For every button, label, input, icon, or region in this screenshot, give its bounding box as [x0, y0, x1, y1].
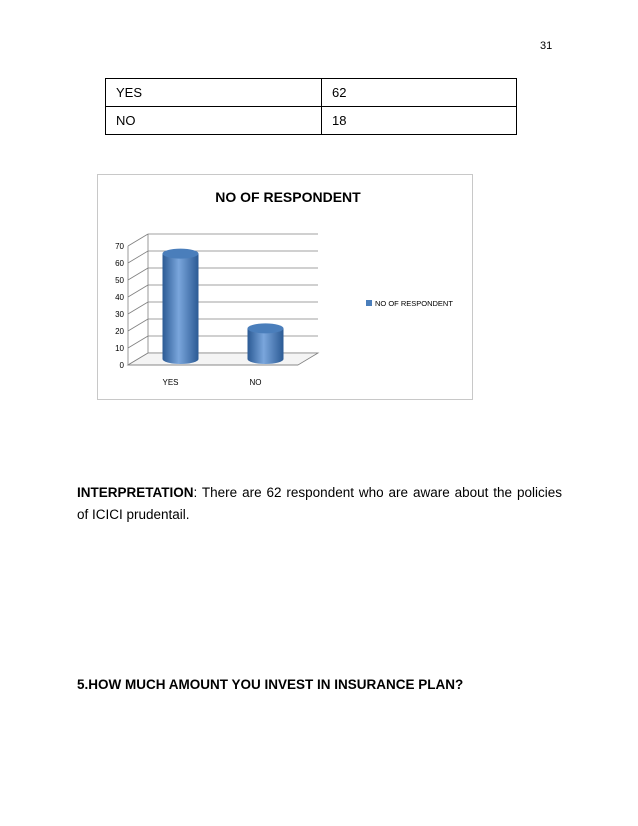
table-cell-value: 18	[322, 107, 517, 135]
response-table	[105, 78, 517, 135]
grid-side-line	[128, 234, 148, 246]
x-tick-label: NO	[249, 378, 262, 387]
interpretation-label: INTERPRETATION	[77, 485, 194, 500]
y-tick-label: 10	[115, 344, 124, 353]
grid-side-line	[128, 268, 148, 280]
legend-label: NO OF RESPONDENT	[375, 299, 453, 308]
table-cell-value: 62	[322, 79, 517, 107]
table-cell-label: YES	[106, 79, 322, 107]
table-row	[106, 107, 517, 135]
bar-top-yes	[163, 249, 199, 259]
grid-side-line	[128, 336, 148, 348]
bar-yes	[163, 254, 199, 364]
bar-top-no	[248, 323, 284, 333]
question-heading: 5.HOW MUCH AMOUNT YOU INVEST IN INSURANCE PLAN?	[77, 677, 464, 692]
bar-no	[248, 328, 284, 364]
interpretation-text: : There are 62 respondent who are aware about the policies of ICICI prudentail.	[77, 485, 562, 522]
legend-swatch	[366, 300, 372, 306]
grid-side-line	[128, 302, 148, 314]
chart-title: NO OF RESPONDENT	[215, 189, 361, 205]
bar-chart	[98, 175, 474, 401]
grid-side-line	[128, 251, 148, 263]
chart-container	[97, 174, 473, 400]
chart-floor	[128, 353, 318, 365]
table-row	[106, 79, 517, 107]
y-tick-label: 20	[115, 327, 124, 336]
grid-side-line	[128, 319, 148, 331]
y-tick-label: 60	[115, 259, 124, 268]
y-tick-label: 40	[115, 293, 124, 302]
y-tick-label: 50	[115, 276, 124, 285]
y-tick-label: 70	[115, 242, 124, 251]
interpretation-paragraph	[77, 482, 562, 526]
grid-side-line	[128, 285, 148, 297]
y-tick-label: 0	[119, 361, 124, 370]
page-number: 31	[540, 40, 553, 52]
x-tick-label: YES	[162, 378, 179, 387]
y-tick-label: 30	[115, 310, 124, 319]
table-cell-label: NO	[106, 107, 322, 135]
